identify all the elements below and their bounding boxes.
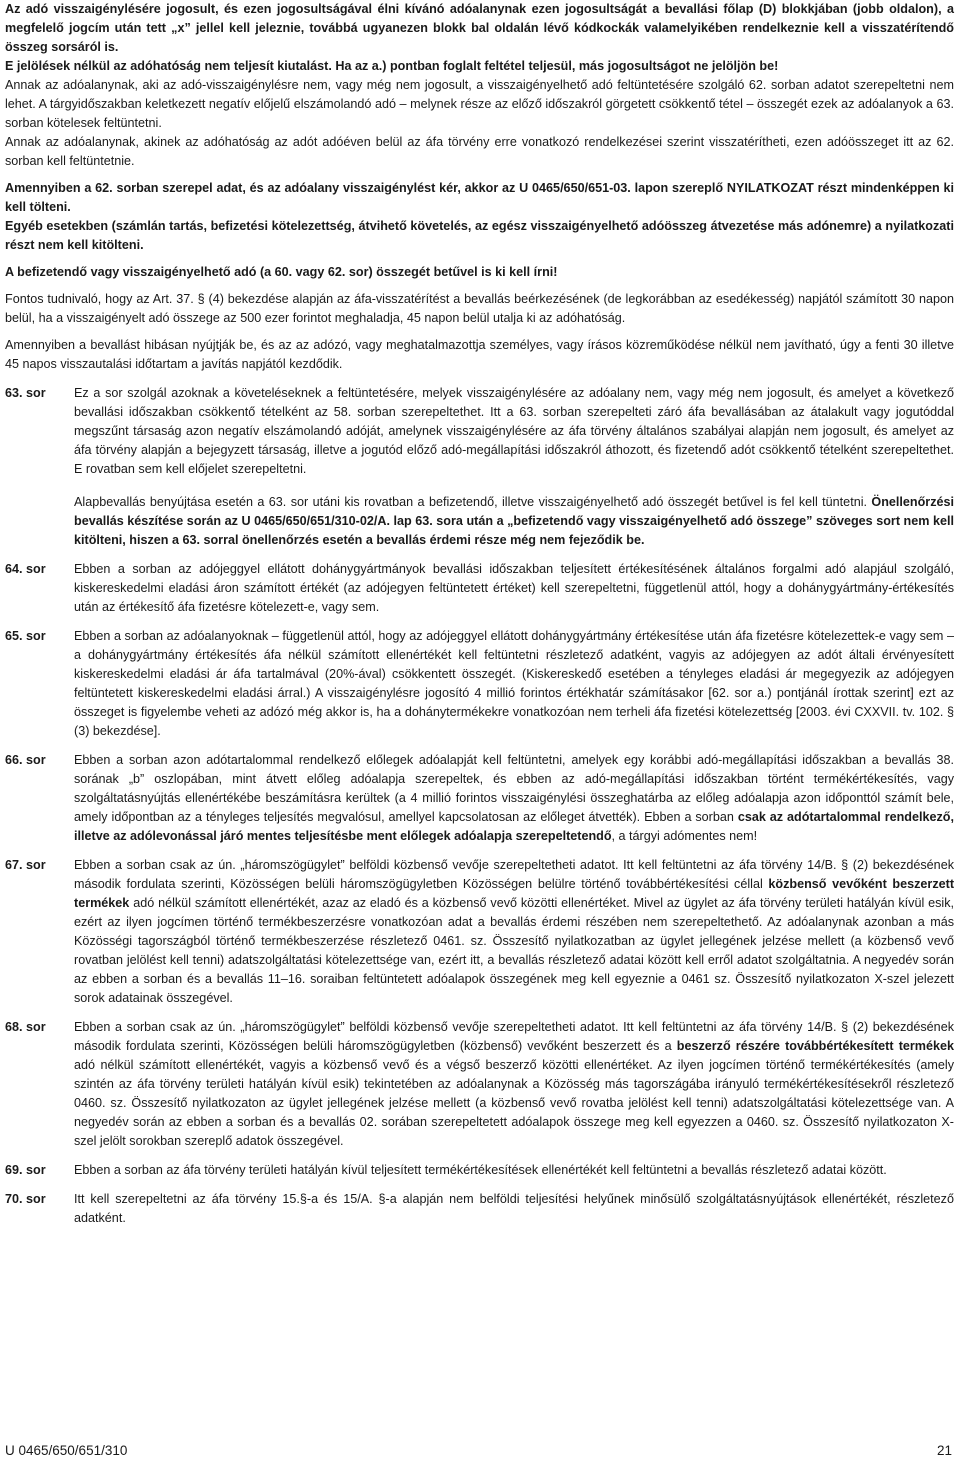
other-cases-note: Egyéb esetekben (számlán tartás, befizetési kötelezettség, átvihető követelés, az egész visszaigényelhető adóösszeg átvezetése más adónemre) a nyilatkozati részt nem kell kitölteni.	[5, 219, 954, 252]
row-63-text-2a: Alapbevallás benyújtása esetén a 63. sor utáni kis rovatban a befizetendő, illetve visszaigényelhető adó összegét betűvel is fel kell tüntetni.	[74, 495, 867, 509]
row-68-label: 68. sor	[5, 1020, 46, 1034]
row-66-section	[5, 751, 954, 846]
row-66-text	[74, 751, 954, 846]
row-66-text-c: , a tárgyi adómentes nem!	[611, 829, 758, 843]
page-number: 21	[936, 1443, 952, 1458]
row-65-text: Ebben a sorban az adóalanyoknak – függetlenül attól, hogy az adójeggyel ellátott dohánygyártmány értékesítése után áfa fizetésre kötelezettek-e vagy sem – a dohánygyártmány értékesítés áfa nélkül számított ellenértékét kell feltüntetni részletező adatként, vagyis az adójegyen az adót általi érvényesített kiskereskedelmi eladási ár áfa tartalmával (20%-ával) csökkentett összegét. (Kiskereskedő esetében a tényleges eladási ár megegyezik az adójegyen feltüntetett kiskereskedelmi eladási árral.) A visszaigénylésre jogosító 4 millió forintos értékhatár számításakor [62. sor a.) pontjánál írottak szerint] ezt az összeget is figyelembe veheti az adózó még akkor is, ha a dohánytermékekre vonatkozóan nem terheli áfa fizetési kötelezettség [2003. évi CXXVII. tv. 102. § (3) bekezdése].	[74, 629, 954, 738]
row-70-section	[5, 1190, 954, 1228]
intro-paragraph-3: Annak az adóalanynak, aki az adó-visszaigénylésre nem, vagy még nem jogosult, a visszaigényelhető adó feltüntetésére szolgáló 62. sorban adatot szerepeltetni nem lehet. A tárgyidőszakban keletkezett negatív előjelű elszámolandó adó – melynek része az előző időszakról görgetett csökkentő tétel – összegét ezek az adóalanyok a 63. sorban kötelesek feltüntetni.	[5, 78, 954, 130]
intro-bold-2: E jelölések nélkül az adóhatóság nem teljesít kiutalást. Ha az a.) pontban foglalt feltétel teljesül, más jogosultságot ne jelöljön be!	[5, 59, 779, 73]
row-66-label: 66. sor	[5, 753, 46, 767]
row-70-label: 70. sor	[5, 1192, 46, 1206]
row-67-text	[74, 856, 954, 1008]
row-66-text-a: Ebben a sorban azon adótartalommal rendelkező előlegek adóalapját kell feltüntetni, amelyek egy korábbi adó-megállapítási időszakban a bevallás 38. sorának „b” oszlopában, mint átvett előleg adóalapja szerepeltek, és ebben az adó-megállapítási időszakban történt termékértékesítés, vagy szolgáltatásnyújtás ellenértékébe beszámításra kerültek (a 4 millió forintos visszaigénylési összeghatárba az előleg adóalapja azon időponttól számít bele, amely időpontban az a tényleges teljesítés megvalósul, amellyel kapcsolatosan az előleget átvették). Ebben a sorban	[74, 753, 954, 824]
row-64-label: 64. sor	[5, 562, 46, 576]
row-65-label: 65. sor	[5, 629, 46, 643]
fontos-paragraph: Fontos tudnivaló, hogy az Art. 37. § (4) bekezdése alapján az áfa-visszatérítést a bevallás beérkezésének (de legkorábban az esedékesség) napjától számított 30 napon belül, ha a visszaigényelt adó összege az 500 ezer forintot meghaladja, 45 napon belül utalja ki az adóhatóság.	[5, 292, 954, 325]
row-70-text: Itt kell szerepeltetni az áfa törvény 15.§-a és 15/A. §-a alapján nem belföldi teljesítési helyűnek minősülő szolgáltatásnyújtások ellenértékét, részletező adatként.	[74, 1192, 954, 1225]
row-67-text-b: közbenső vevőként beszerzett termékek	[74, 877, 955, 910]
row-69-label: 69. sor	[5, 1163, 46, 1177]
row-68-text	[74, 1018, 954, 1151]
intro-bold-1: Az adó visszaigénylésére jogosult, és ezen jogosultságával élni kívánó adóalanynak ezen jogosultságát a bevallási főlap (D) blokkjában (jobb oldalon), a megfelelő jogcím után tett „x” jellel kell jeleznie, továbbá ugyanezen blokk bal oldalán lévő kódkockák valamelyikében rendelkeznie kell a visszatérítendő összeg sorsáról is.	[5, 2, 954, 54]
intro-paragraph-4: Annak az adóalanynak, akinek az adóhatóság az adót adóéven belül az áfa törvény erre vonatkozó rendelkezései szerint visszatérítheti, ezen adóösszeget itt az 62. sorban kell feltüntetnie.	[5, 135, 954, 168]
row-63-text-2b: Önellenőrzési bevallás készítése során az U 0465/650/651/310-02/A. lap 63. sora után a „befizetendő vagy visszaigényelhető adó összege” szöveges sort nem kell kitölteni, hiszen a 63. sorral önellenőrzés esetén a bevallás érdemi része még nem fejeződik be.	[74, 495, 955, 547]
row-63-text: Ez a sor szolgál azoknak a követeléseknek a feltüntetésére, melyek visszaigénylésére az adóalany nem, vagy még nem jogosult, és amelyet a következő bevallási időszakban csökkentő tételként az 58. sorban szerepeltethet. Itt a 63. sorban szerepelteti záró áfa bevallásában az átalakult vagy jogutóddal megszűnt társaság azon negatív elszámolandó adóját, amelynek visszaigénylésére az áfa törvény általános szabályai alapján nem jogosult, és amelyet az áfa törvény alapján a bejegyzett társaság, illetve a jogutód előző adó-megállapítási időszakról áthozott, és fizetendő adót csökkentő tételként szerepeltethet. E rovatban sem kell előjelet szerepeltetni.	[74, 386, 954, 476]
row-63-label: 63. sor	[5, 386, 46, 400]
row-64-text: Ebben a sorban az adójeggyel ellátott dohánygyártmányok bevallási időszakban teljesített értékesítésének általános forgalmi adó alapjául szolgáló, kiskereskedelmi eladási áron számított értékét (az adójegyen feltüntetett értéket) kell szerepeltetni, függetlenül attól, hogy a dohánygyártmány-értékesítés után az értékesítő áfa fizetésre kötelezett-e, vagy sem.	[74, 562, 954, 614]
page-footer	[5, 1441, 952, 1460]
row-64-section	[5, 560, 954, 617]
row-67-label: 67. sor	[5, 858, 46, 872]
betuvel-note: A befizetendő vagy visszaigényelhető adó (a 60. vagy 62. sor) összegét betűvel is ki kell írni!	[5, 265, 558, 279]
nyilatkozat-note: Amennyiben a 62. sorban szerepel adat, és az adóalany visszaigénylést kér, akkor az U 0465/650/651-03. lapon szereplő NYILATKOZAT részt mindenképpen ki kell tölteni.	[5, 181, 954, 214]
row-67-section	[5, 856, 954, 1008]
row-67-text-c: adó nélkül számított ellenértékét, azaz az eladó és a közbenső vevő közötti ellenértéket. Mivel az ügylet az áfa törvény területi hatályán kívül esik, ezért az ilyen jogcímen történő termékbeszerzésre vonatkozóan adat a bevallás érdemi részében nem szerepeltethető. Az adóalanynak azonban a más Közösségi tagországból történő termékbeszerzése részletező 0461. sz. Összesítő nyilatkozatban az ügylet jellegének jelzése mellett (a közbenső vevő rovatban jelölést kell tenni) adatszolgáltatási kötelezettsége van, ezért itt, a bevallás részletező adatai között kell erről adatot szolgáltatnia. A negyedév során az ebben a sorban és a bevallás 11–16. soraiban feltüntetett adóalapok összegének meg kell egyeznie a 0461 sz. Összesítő nyilatkozaton X-szel jelezett sorok adatainak összegével.	[74, 896, 955, 1005]
row-68-text-c: adó nélkül számított ellenértékét, vagyis a közbenső vevő és a végső beszerző közötti ellenértéket. Az ilyen jogcímen történő termékértékesítés (amely szintén az áfa törvény területi hatályán kívül esik) tekintetében az adóalanynak a Közösség más tagországába irányuló termékértékesítésekről részletező 0460. sz. Összesítő nyilatkozaton az ügylet jellegének jelzése mellett (a közbenső vevő rovatba jelölést kell tenni) adatszolgáltatási kötelezettsége van. A negyedév során az ebben a sorban és a bevallás 02. sorában szerepeltetett adóalapok összege meg kell egyezzen a 0460. sz. Összesítő nyilatkozaton X-szel jelölt sorokban szereplő adatok összegével.	[74, 1058, 954, 1148]
form-code: U 0465/650/651/310	[5, 1443, 128, 1458]
row-69-text: Ebben a sorban az áfa törvény területi hatályán kívül teljesített termékértékesítések ellenértékét kell feltüntetni a bevallás részletező adatai között.	[74, 1163, 887, 1177]
row-68-section	[5, 1018, 954, 1151]
row-63-text-2	[74, 493, 954, 550]
row-68-text-a: Ebben a sorban csak az ún. „háromszögügylet” belföldi közbenső vevője szerepeltetheti adatot. Itt kell feltüntetni az áfa törvény 14/B. § (2) bekezdésének második fordulata szerinti, Közösségen belüli háromszögügyletben (közbenső) vevőként beszerzett és a	[74, 1020, 954, 1053]
amennyiben-paragraph: Amennyiben a bevallást hibásan nyújtják be, és az az adózó, vagy meghatalmazottja személyes, vagy írásos közreműködése nélkül nem javítható, úgy a fenti 30 illetve 45 napos visszautalási időtartam a javítás napjától kezdődik.	[5, 338, 954, 371]
row-67-text-a: Ebben a sorban csak az ún. „háromszögügylet” belföldi közbenső vevője szerepeltetheti adatot. Itt kell feltüntetni az áfa törvény 14/B. § (2) bekezdésének második fordulata szerinti, Közösségen belüli háromszögügyletben Közösségen belülre történő továbbértékesítési céllal	[74, 858, 954, 891]
row-63-section	[5, 384, 954, 550]
document-page	[5, 0, 954, 1228]
row-68-text-b: beszerző részére továbbértékesített termékek	[676, 1039, 955, 1053]
row-69-section	[5, 1161, 954, 1180]
row-65-section	[5, 627, 954, 741]
row-66-text-b: csak az adótartalommal rendelkező, illetve az adólevonással járó mentes teljesítésbe ment előlegek adóalapja szerepeltetendő	[74, 810, 954, 843]
